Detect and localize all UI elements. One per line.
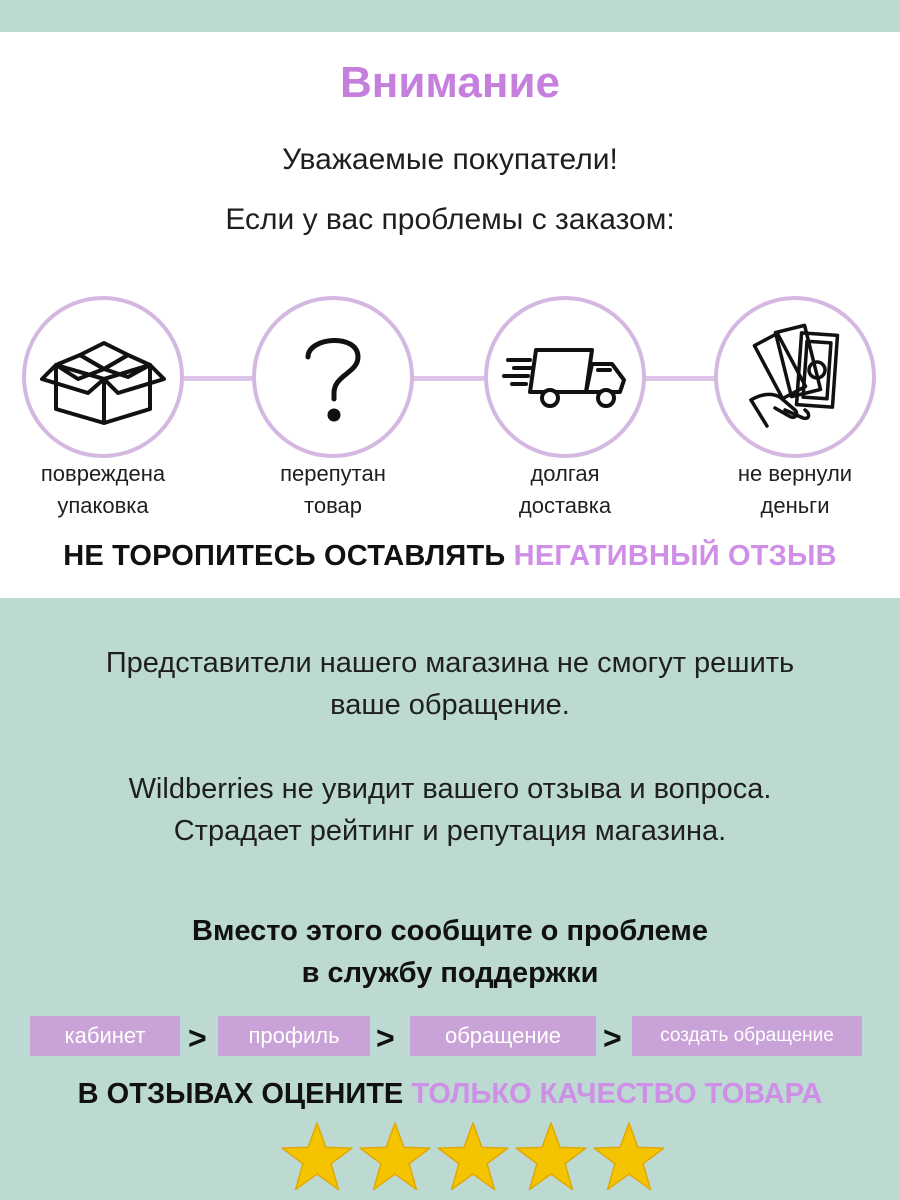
caption-line: повреждена	[40, 461, 166, 486]
delivery-truck-icon	[500, 342, 630, 412]
star-icon	[592, 1120, 666, 1194]
top-mint-band	[0, 0, 900, 32]
money-in-hand-icon	[745, 322, 845, 432]
paragraph-line: ваше обращение.	[330, 689, 570, 721]
box-icon	[38, 327, 168, 427]
paragraph-line: Представители нашего магазина не смогут решить	[105, 647, 795, 679]
rating-headline	[0, 1078, 900, 1111]
caption-line: товар	[304, 493, 362, 518]
path-step-request: обращение	[410, 1016, 596, 1056]
path-step-cabinet: кабинет	[30, 1016, 180, 1056]
star-icon	[436, 1120, 510, 1194]
support-line: Вместо этого сообщите о проблеме	[192, 915, 708, 947]
paragraph-store-cannot-resolve	[0, 642, 900, 726]
warning-headline	[0, 540, 900, 573]
star-icon	[280, 1120, 354, 1194]
path-step-profile: профиль	[218, 1016, 370, 1056]
star-icon	[514, 1120, 588, 1194]
rating-text-highlight: ТОЛЬКО КАЧЕСТВО ТОВАРА	[411, 1078, 823, 1110]
support-callout	[0, 910, 900, 994]
caption-line: упаковка	[57, 493, 149, 518]
support-line: в службу поддержки	[301, 957, 599, 989]
paragraph-wildberries-rating	[0, 768, 900, 852]
caption-long-delivery	[455, 458, 675, 522]
star-rating	[280, 1120, 640, 1196]
caption-line: не вернули	[737, 461, 853, 486]
path-separator-arrow: >	[188, 1020, 207, 1056]
problem-circle-damaged-package	[22, 296, 184, 458]
page-title: Внимание	[340, 58, 560, 107]
caption-line: перепутан	[280, 461, 386, 486]
caption-line: доставка	[518, 493, 612, 518]
caption-wrong-item	[223, 458, 443, 522]
warning-text-dark: НЕ ТОРОПИТЕСЬ ОСТАВЛЯТЬ	[63, 540, 506, 572]
intro-text: Если у вас проблемы с заказом:	[225, 203, 675, 236]
caption-damaged-package	[0, 458, 213, 522]
caption-money-not-returned	[685, 458, 900, 522]
caption-line: долгая	[530, 461, 600, 486]
path-step-create-request: создать обращение	[632, 1016, 862, 1056]
problem-circle-wrong-item	[252, 296, 414, 458]
warning-text-highlight: НЕГАТИВНЫЙ ОТЗЫВ	[513, 540, 837, 572]
path-separator-arrow: >	[603, 1020, 622, 1056]
greeting-text: Уважаемые покупатели!	[282, 143, 618, 176]
paragraph-line: Wildberries не увидит вашего отзыва и вопроса.	[128, 773, 772, 805]
question-mark-icon	[298, 329, 368, 425]
paragraph-line: Страдает рейтинг и репутация магазина.	[173, 815, 727, 847]
rating-text-dark: В ОТЗЫВАХ ОЦЕНИТЕ	[77, 1078, 404, 1110]
circles-connector-line	[100, 376, 800, 381]
caption-line: деньги	[760, 493, 830, 518]
star-icon	[358, 1120, 432, 1194]
problem-circle-money-not-returned	[714, 296, 876, 458]
problem-circle-long-delivery	[484, 296, 646, 458]
path-separator-arrow: >	[376, 1020, 395, 1056]
